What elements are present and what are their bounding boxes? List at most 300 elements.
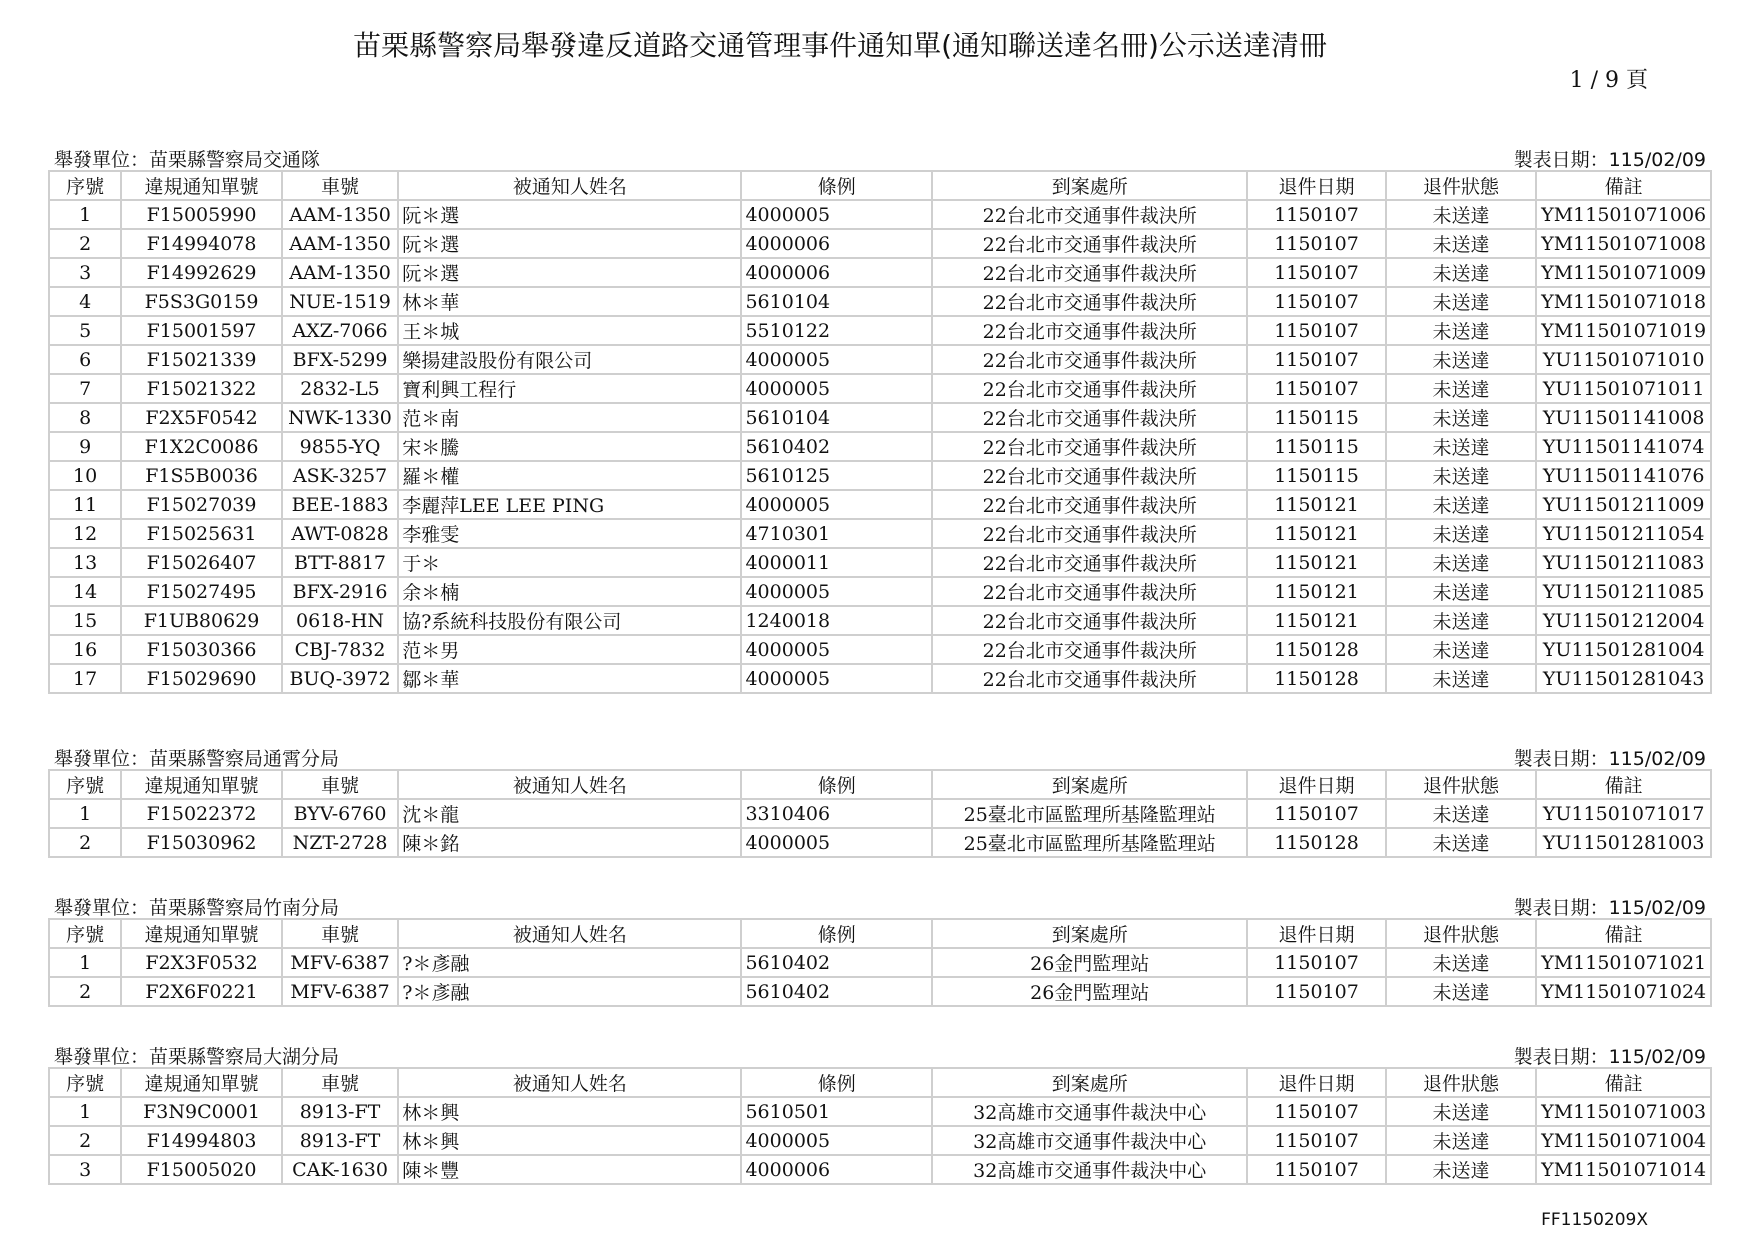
column-header: 違規通知單號: [121, 1068, 282, 1097]
table-row: [49, 258, 1711, 287]
table-cell: 范＊男: [398, 635, 741, 664]
table-cell: 未送達: [1386, 606, 1537, 635]
table-row: [49, 606, 1711, 635]
table-cell: F15029690: [121, 664, 282, 693]
table-cell: 9: [49, 432, 121, 461]
table-cell: 協?系統科技股份有限公司: [398, 606, 741, 635]
table-cell: 李麗萍LEE LEE PING: [398, 490, 741, 519]
table-cell: 阮＊選: [398, 229, 741, 258]
table-cell: 阮＊選: [398, 258, 741, 287]
column-header: 到案處所: [932, 1068, 1247, 1097]
table-cell: YU11501141008: [1536, 403, 1711, 432]
column-header: 退件日期: [1247, 919, 1386, 948]
table-cell: ?＊彥融: [398, 977, 741, 1006]
table-cell: 阮＊選: [398, 200, 741, 229]
table-cell: 1150121: [1247, 519, 1386, 548]
column-header: 違規通知單號: [121, 919, 282, 948]
table-cell: 2: [49, 977, 121, 1006]
table-cell: 22台北市交通事件裁決所: [932, 490, 1247, 519]
table-cell: 1240018: [741, 606, 932, 635]
table-cell: F1S5B0036: [121, 461, 282, 490]
table-cell: 1150121: [1247, 490, 1386, 519]
table-cell: 15: [49, 606, 121, 635]
table-cell: F14994078: [121, 229, 282, 258]
table-cell: 1150128: [1247, 664, 1386, 693]
column-header: 退件日期: [1247, 770, 1386, 799]
table-cell: YU11501071017: [1536, 799, 1711, 828]
column-header: 條例: [741, 770, 932, 799]
table-cell: NWK-1330: [282, 403, 398, 432]
table-cell: 12: [49, 519, 121, 548]
table-row: [49, 577, 1711, 606]
column-header: 備註: [1536, 1068, 1711, 1097]
table-cell: 5610125: [741, 461, 932, 490]
table-cell: 范＊南: [398, 403, 741, 432]
table-cell: AXZ-7066: [282, 316, 398, 345]
table-cell: 8913-FT: [282, 1126, 398, 1155]
table-cell: 1150107: [1247, 948, 1386, 977]
table-cell: F15027039: [121, 490, 282, 519]
column-header: 條例: [741, 919, 932, 948]
table-cell: 22台北市交通事件裁決所: [932, 374, 1247, 403]
table-cell: 鄒＊華: [398, 664, 741, 693]
table-cell: F14994803: [121, 1126, 282, 1155]
table-cell: 5610402: [741, 977, 932, 1006]
table-cell: 1150107: [1247, 1097, 1386, 1126]
table-cell: YM11501071014: [1536, 1155, 1711, 1184]
table-cell: YU11501071010: [1536, 345, 1711, 374]
table-cell: 4000006: [741, 229, 932, 258]
table-row: [49, 828, 1711, 857]
table-cell: 1150115: [1247, 432, 1386, 461]
column-header: 備註: [1536, 171, 1711, 200]
table-row: [49, 1126, 1711, 1155]
table-cell: 寶利興工程行: [398, 374, 741, 403]
table-cell: 未送達: [1386, 577, 1537, 606]
table-cell: 1150107: [1247, 1155, 1386, 1184]
table-cell: 未送達: [1386, 1126, 1537, 1155]
table-cell: 1150107: [1247, 287, 1386, 316]
table-cell: 4000011: [741, 548, 932, 577]
table-cell: YU11501071011: [1536, 374, 1711, 403]
column-header: 序號: [49, 919, 121, 948]
table-cell: 22台北市交通事件裁決所: [932, 432, 1247, 461]
table-cell: 1150128: [1247, 635, 1386, 664]
table-row: [49, 345, 1711, 374]
notice-table: [48, 918, 1712, 1007]
table-cell: YU11501281004: [1536, 635, 1711, 664]
table-row: [49, 1097, 1711, 1126]
table-cell: 于＊: [398, 548, 741, 577]
table-cell: 4000005: [741, 200, 932, 229]
column-header: 車號: [282, 770, 398, 799]
section-2: [48, 890, 1712, 1007]
column-header: 被通知人姓名: [398, 770, 741, 799]
table-cell: 11: [49, 490, 121, 519]
table-cell: 1150107: [1247, 316, 1386, 345]
table-cell: 未送達: [1386, 1097, 1537, 1126]
table-cell: 未送達: [1386, 1155, 1537, 1184]
section-header: [48, 142, 1712, 170]
table-row: [49, 374, 1711, 403]
table-cell: 余＊楠: [398, 577, 741, 606]
table-cell: ?＊彥融: [398, 948, 741, 977]
table-date: 製表日期：115/02/09: [1513, 748, 1706, 770]
issuing-unit: 舉發單位：苗栗縣警察局通霄分局: [54, 748, 340, 770]
table-cell: 5: [49, 316, 121, 345]
issuing-unit: 舉發單位：苗栗縣警察局大湖分局: [54, 1046, 340, 1068]
table-cell: 未送達: [1386, 374, 1537, 403]
table-cell: 22台北市交通事件裁決所: [932, 200, 1247, 229]
table-cell: F15021339: [121, 345, 282, 374]
table-cell: YU11501211009: [1536, 490, 1711, 519]
table-cell: F15022372: [121, 799, 282, 828]
table-cell: AAM-1350: [282, 229, 398, 258]
table-cell: 1150107: [1247, 799, 1386, 828]
table-cell: F1X2C0086: [121, 432, 282, 461]
table-cell: 2: [49, 229, 121, 258]
table-row: [49, 519, 1711, 548]
table-cell: 1: [49, 200, 121, 229]
table-cell: YM11501071003: [1536, 1097, 1711, 1126]
table-cell: F15026407: [121, 548, 282, 577]
table-row: [49, 548, 1711, 577]
column-header: 被通知人姓名: [398, 171, 741, 200]
table-cell: MFV-6387: [282, 977, 398, 1006]
table-cell: 未送達: [1386, 461, 1537, 490]
table-cell: F15021322: [121, 374, 282, 403]
table-cell: 25臺北市區監理所基隆監理站: [932, 828, 1247, 857]
table-cell: 5610402: [741, 948, 932, 977]
table-cell: 16: [49, 635, 121, 664]
table-cell: YM11501071024: [1536, 977, 1711, 1006]
table-cell: 1: [49, 799, 121, 828]
table-cell: F5S3G0159: [121, 287, 282, 316]
table-cell: 沈＊龍: [398, 799, 741, 828]
table-cell: 陳＊豐: [398, 1155, 741, 1184]
table-cell: 4000005: [741, 490, 932, 519]
table-cell: F2X5F0542: [121, 403, 282, 432]
table-cell: 9855-YQ: [282, 432, 398, 461]
table-cell: YU11501211085: [1536, 577, 1711, 606]
table-cell: 林＊華: [398, 287, 741, 316]
table-cell: 17: [49, 664, 121, 693]
table-row: [49, 977, 1711, 1006]
notice-table: [48, 769, 1712, 858]
table-cell: 4710301: [741, 519, 932, 548]
table-cell: F1UB80629: [121, 606, 282, 635]
table-cell: 10: [49, 461, 121, 490]
table-cell: CBJ-7832: [282, 635, 398, 664]
section-1: [48, 741, 1712, 858]
table-cell: 未送達: [1386, 432, 1537, 461]
table-cell: YU11501212004: [1536, 606, 1711, 635]
column-header: 退件狀態: [1386, 1068, 1537, 1097]
table-cell: ASK-3257: [282, 461, 398, 490]
table-cell: 22台北市交通事件裁決所: [932, 635, 1247, 664]
table-cell: 25臺北市區監理所基隆監理站: [932, 799, 1247, 828]
table-cell: YM11501071019: [1536, 316, 1711, 345]
section-header: [48, 890, 1712, 918]
column-header: 序號: [49, 171, 121, 200]
table-cell: YM11501071006: [1536, 200, 1711, 229]
table-cell: 26金門監理站: [932, 977, 1247, 1006]
table-cell: YU11501141076: [1536, 461, 1711, 490]
table-cell: 22台北市交通事件裁決所: [932, 345, 1247, 374]
table-cell: 2: [49, 828, 121, 857]
table-cell: 22台北市交通事件裁決所: [932, 258, 1247, 287]
table-cell: 1150107: [1247, 229, 1386, 258]
table-cell: F3N9C0001: [121, 1097, 282, 1126]
column-header: 備註: [1536, 919, 1711, 948]
column-header: 車號: [282, 171, 398, 200]
table-cell: 8: [49, 403, 121, 432]
table-row: [49, 948, 1711, 977]
table-cell: 2: [49, 1126, 121, 1155]
column-header: 備註: [1536, 770, 1711, 799]
table-row: [49, 490, 1711, 519]
table-cell: 1: [49, 948, 121, 977]
column-header: 退件狀態: [1386, 919, 1537, 948]
table-cell: YU11501281003: [1536, 828, 1711, 857]
table-cell: YM11501071021: [1536, 948, 1711, 977]
section-header: [48, 1039, 1712, 1067]
table-cell: 0618-HN: [282, 606, 398, 635]
table-cell: 未送達: [1386, 229, 1537, 258]
table-cell: 1150128: [1247, 828, 1386, 857]
table-cell: 王＊城: [398, 316, 741, 345]
table-cell: F15025631: [121, 519, 282, 548]
table-cell: AAM-1350: [282, 258, 398, 287]
table-cell: 22台北市交通事件裁決所: [932, 229, 1247, 258]
page-title: 苗栗縣警察局舉發違反道路交通管理事件通知單(通知聯送達名冊)公示送達清冊: [353, 29, 1327, 62]
section-3: [48, 1039, 1712, 1185]
table-cell: F14992629: [121, 258, 282, 287]
table-cell: YM11501071018: [1536, 287, 1711, 316]
table-cell: 林＊興: [398, 1126, 741, 1155]
table-cell: YU11501211054: [1536, 519, 1711, 548]
column-header: 序號: [49, 1068, 121, 1097]
footer-code: FF1150209X: [1541, 1210, 1648, 1230]
table-header-row: [49, 171, 1711, 200]
table-cell: 4000005: [741, 664, 932, 693]
table-cell: BTT-8817: [282, 548, 398, 577]
table-cell: 22台北市交通事件裁決所: [932, 548, 1247, 577]
column-header: 被通知人姓名: [398, 1068, 741, 1097]
table-cell: 未送達: [1386, 635, 1537, 664]
table-cell: 1150121: [1247, 548, 1386, 577]
table-cell: 1150115: [1247, 461, 1386, 490]
table-cell: 未送達: [1386, 948, 1537, 977]
table-cell: 14: [49, 577, 121, 606]
table-cell: 未送達: [1386, 519, 1537, 548]
table-cell: 未送達: [1386, 664, 1537, 693]
table-cell: YU11501141074: [1536, 432, 1711, 461]
table-cell: 5610104: [741, 403, 932, 432]
table-date: 製表日期：115/02/09: [1513, 149, 1706, 171]
column-header: 條例: [741, 171, 932, 200]
table-cell: 未送達: [1386, 799, 1537, 828]
table-cell: 4000006: [741, 258, 932, 287]
table-cell: 4000005: [741, 828, 932, 857]
table-row: [49, 316, 1711, 345]
table-cell: 3: [49, 258, 121, 287]
table-cell: 22台北市交通事件裁決所: [932, 606, 1247, 635]
section-header: [48, 741, 1712, 769]
table-cell: 未送達: [1386, 200, 1537, 229]
table-cell: NUE-1519: [282, 287, 398, 316]
table-cell: 宋＊騰: [398, 432, 741, 461]
table-cell: F15005990: [121, 200, 282, 229]
table-cell: 4000005: [741, 635, 932, 664]
table-header-row: [49, 1068, 1711, 1097]
table-cell: BYV-6760: [282, 799, 398, 828]
table-cell: 未送達: [1386, 828, 1537, 857]
column-header: 違規通知單號: [121, 171, 282, 200]
table-cell: 未送達: [1386, 490, 1537, 519]
table-cell: 22台北市交通事件裁決所: [932, 316, 1247, 345]
table-cell: 22台北市交通事件裁決所: [932, 577, 1247, 606]
table-cell: 8913-FT: [282, 1097, 398, 1126]
table-cell: F15030366: [121, 635, 282, 664]
table-cell: YM11501071004: [1536, 1126, 1711, 1155]
table-cell: F15005020: [121, 1155, 282, 1184]
page-number: 1 / 9 頁: [1569, 68, 1648, 93]
issuing-unit: 舉發單位：苗栗縣警察局竹南分局: [54, 897, 340, 919]
table-cell: 未送達: [1386, 548, 1537, 577]
column-header: 被通知人姓名: [398, 919, 741, 948]
table-cell: BUQ-3972: [282, 664, 398, 693]
table-cell: 未送達: [1386, 258, 1537, 287]
table-row: [49, 229, 1711, 258]
table-row: [49, 799, 1711, 828]
column-header: 條例: [741, 1068, 932, 1097]
table-cell: 樂揚建設股份有限公司: [398, 345, 741, 374]
table-cell: 22台北市交通事件裁決所: [932, 403, 1247, 432]
table-cell: 4000005: [741, 1126, 932, 1155]
table-cell: AWT-0828: [282, 519, 398, 548]
column-header: 車號: [282, 1068, 398, 1097]
table-cell: 1150107: [1247, 1126, 1386, 1155]
table-cell: 1150107: [1247, 200, 1386, 229]
table-cell: 林＊興: [398, 1097, 741, 1126]
table-cell: F15027495: [121, 577, 282, 606]
table-row: [49, 200, 1711, 229]
table-date: 製表日期：115/02/09: [1513, 897, 1706, 919]
table-row: [49, 1155, 1711, 1184]
table-cell: 李雅雯: [398, 519, 741, 548]
table-cell: MFV-6387: [282, 948, 398, 977]
column-header: 到案處所: [932, 770, 1247, 799]
table-cell: 羅＊權: [398, 461, 741, 490]
column-header: 退件狀態: [1386, 770, 1537, 799]
table-cell: 1150107: [1247, 345, 1386, 374]
column-header: 序號: [49, 770, 121, 799]
table-cell: 13: [49, 548, 121, 577]
table-cell: 未送達: [1386, 345, 1537, 374]
table-cell: 未送達: [1386, 977, 1537, 1006]
table-cell: 未送達: [1386, 316, 1537, 345]
table-cell: YM11501071008: [1536, 229, 1711, 258]
table-cell: 1150107: [1247, 374, 1386, 403]
section-0: [48, 142, 1712, 694]
column-header: 到案處所: [932, 171, 1247, 200]
table-cell: 4000005: [741, 345, 932, 374]
table-cell: 5610501: [741, 1097, 932, 1126]
table-cell: 5510122: [741, 316, 932, 345]
column-header: 違規通知單號: [121, 770, 282, 799]
column-header: 車號: [282, 919, 398, 948]
table-cell: BFX-5299: [282, 345, 398, 374]
column-header: 到案處所: [932, 919, 1247, 948]
table-cell: 1150121: [1247, 577, 1386, 606]
column-header: 退件狀態: [1386, 171, 1537, 200]
table-row: [49, 432, 1711, 461]
table-cell: 22台北市交通事件裁決所: [932, 664, 1247, 693]
table-cell: 3: [49, 1155, 121, 1184]
table-cell: 7: [49, 374, 121, 403]
table-cell: 4000006: [741, 1155, 932, 1184]
table-cell: 1150107: [1247, 977, 1386, 1006]
table-cell: 1150115: [1247, 403, 1386, 432]
table-cell: YU11501281043: [1536, 664, 1711, 693]
table-cell: 4: [49, 287, 121, 316]
table-row: [49, 287, 1711, 316]
table-cell: 26金門監理站: [932, 948, 1247, 977]
table-row: [49, 461, 1711, 490]
table-cell: 32高雄市交通事件裁決中心: [932, 1097, 1247, 1126]
table-cell: 未送達: [1386, 287, 1537, 316]
table-cell: 22台北市交通事件裁決所: [932, 461, 1247, 490]
table-cell: 5610104: [741, 287, 932, 316]
table-cell: F2X3F0532: [121, 948, 282, 977]
table-header-row: [49, 919, 1711, 948]
table-cell: NZT-2728: [282, 828, 398, 857]
table-cell: 1150121: [1247, 606, 1386, 635]
table-row: [49, 664, 1711, 693]
table-cell: 未送達: [1386, 403, 1537, 432]
table-cell: BEE-1883: [282, 490, 398, 519]
table-cell: 5610402: [741, 432, 932, 461]
table-cell: F15001597: [121, 316, 282, 345]
table-cell: 32高雄市交通事件裁決中心: [932, 1155, 1247, 1184]
notice-table: [48, 170, 1712, 694]
issuing-unit: 舉發單位：苗栗縣警察局交通隊: [54, 149, 321, 171]
table-cell: 1150107: [1247, 258, 1386, 287]
table-cell: 32高雄市交通事件裁決中心: [932, 1126, 1247, 1155]
table-cell: 陳＊銘: [398, 828, 741, 857]
table-cell: 2832-L5: [282, 374, 398, 403]
table-date: 製表日期：115/02/09: [1513, 1046, 1706, 1068]
table-cell: 6: [49, 345, 121, 374]
table-cell: YU11501211083: [1536, 548, 1711, 577]
table-cell: CAK-1630: [282, 1155, 398, 1184]
table-cell: 4000005: [741, 577, 932, 606]
table-header-row: [49, 770, 1711, 799]
table-cell: F2X6F0221: [121, 977, 282, 1006]
notice-table: [48, 1067, 1712, 1185]
table-cell: BFX-2916: [282, 577, 398, 606]
table-cell: F15030962: [121, 828, 282, 857]
table-cell: 4000005: [741, 374, 932, 403]
table-cell: 3310406: [741, 799, 932, 828]
column-header: 退件日期: [1247, 171, 1386, 200]
table-cell: YM11501071009: [1536, 258, 1711, 287]
table-row: [49, 403, 1711, 432]
table-cell: 22台北市交通事件裁決所: [932, 519, 1247, 548]
table-cell: 1: [49, 1097, 121, 1126]
table-cell: AAM-1350: [282, 200, 398, 229]
